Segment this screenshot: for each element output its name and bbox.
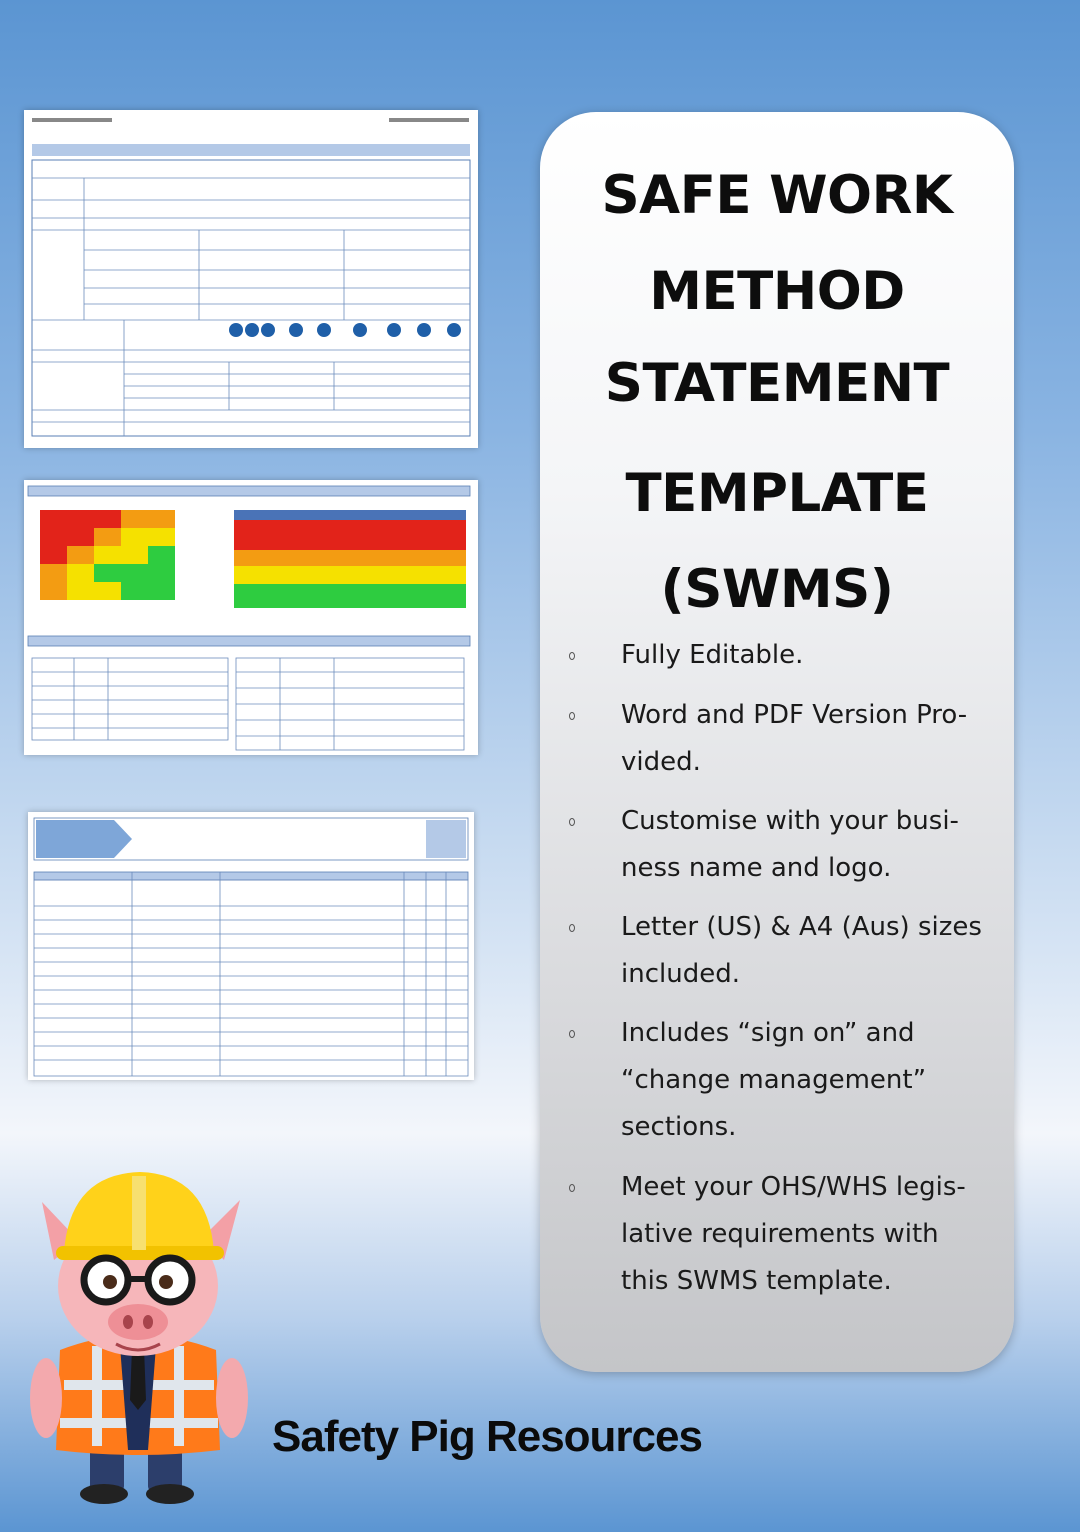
- feature-text: Meet your OHS/WHS legis- lative requirements with this SWMS template.: [621, 1172, 966, 1296]
- feature-text: Fully Editable.: [621, 640, 804, 670]
- brand-name: Safety Pig Resources: [272, 1412, 702, 1461]
- task-table-preview: [28, 812, 474, 1080]
- page-title: [540, 148, 1014, 638]
- feature-text: Includes “sign on” and “change management” sections.: [621, 1018, 927, 1142]
- pig-mascot-icon: [20, 1160, 256, 1506]
- risk-matrix-preview: [24, 480, 478, 755]
- title-line: (SWMS): [660, 559, 894, 620]
- bullet-circle-icon: [569, 924, 575, 932]
- bullet-circle-icon: [569, 1184, 575, 1192]
- swms-form-preview: [24, 110, 478, 448]
- bullet-circle-icon: [569, 712, 575, 720]
- feature-text: Customise with your busi- ness name and logo.: [621, 806, 959, 883]
- title-line: SAFE WORK: [601, 165, 953, 226]
- bullet-circle-icon: [569, 652, 575, 660]
- title-line: METHOD: [649, 261, 905, 322]
- title-line: STATEMENT: [604, 353, 950, 414]
- risk-matrix-graphic: [24, 480, 478, 755]
- bullet-circle-icon: [569, 818, 575, 826]
- title-card: [540, 112, 1014, 1372]
- task-table-graphic: [28, 812, 474, 1080]
- title-line: TEMPLATE: [625, 463, 929, 524]
- feature-text: Word and PDF Version Pro- vided.: [621, 700, 968, 777]
- bullet-circle-icon: [569, 1030, 575, 1038]
- form-preview-graphic: [24, 110, 478, 448]
- feature-text: Letter (US) & A4 (Aus) sizes included.: [621, 912, 982, 989]
